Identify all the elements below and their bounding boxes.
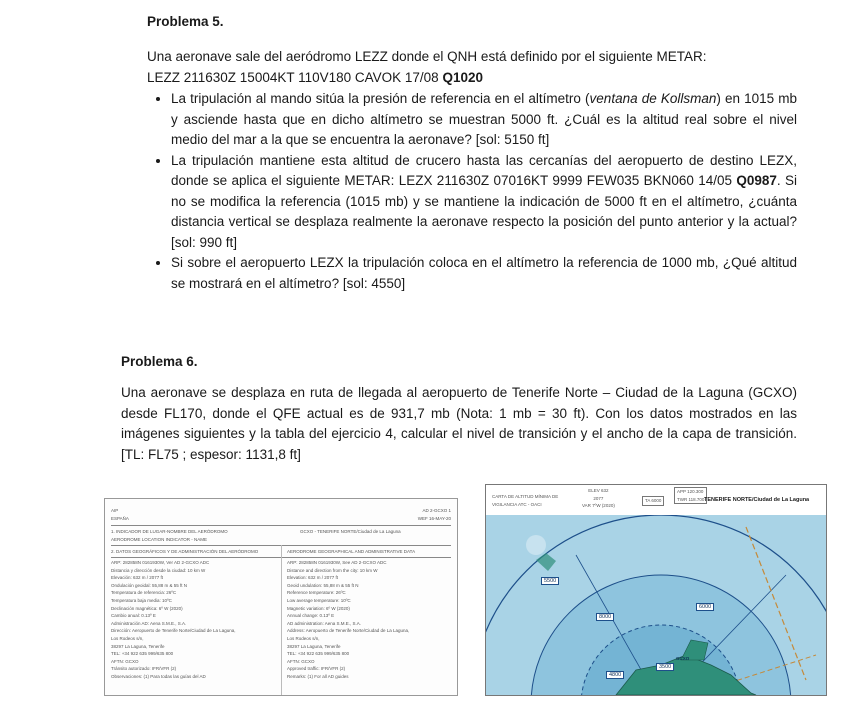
aip-section-2-es: 2. DATOS GEOGRÁFICOS Y DE ADMINISTRACIÓN DEL AERÓDROMO (111, 549, 259, 554)
aip-document-image (104, 498, 458, 696)
aip-row: Elevación: 632 m / 2077 ft (111, 575, 164, 581)
aip-row: Distancia y dirección desde la ciudad: 10 km W (111, 567, 206, 573)
aip-row: TEL: +34 922 635 999/635 800 (111, 651, 174, 657)
chart-zone-label: GCXO (676, 656, 690, 661)
chart-header-mid: ELEV 632 2077 VAR 7ºW (2020) (582, 488, 615, 509)
metar-text: LEZZ 211630Z 15004KT 110V180 CAVOK 17/08 (147, 69, 443, 85)
aip-row: 38297 La Laguna, Tenerife (111, 643, 165, 649)
chart-freq-box: APP 120.300 TWR 118.700 (674, 487, 707, 504)
aip-row: Dirección: Aeropuerto de Tenerife Norte/Ciudad de La Laguna, (111, 628, 236, 634)
aip-row: Annual change: 0.13º E (287, 613, 335, 619)
aip-row: Temperatura de referencia: 26ºC (111, 590, 177, 596)
aip-row: AD administration: Aena S.M.E., S.A. (287, 620, 362, 626)
metar-qnh: Q1020 (442, 69, 483, 85)
bullet-item: • Si sobre el aeropuerto LEZX la tripulación coloca en el altímetro la referencia de 1000 mb, ¿Qué altitud se mostrará en el altímetro? [sol: 4550] (171, 253, 797, 294)
aip-row: AFTN: GCXO (111, 658, 139, 664)
altitude-box: 5500 (541, 577, 559, 585)
aip-row: TEL: +34 922 635 999/635 800 (287, 651, 350, 657)
aip-row: Magnetic variation: 6º W (2020) (287, 605, 350, 611)
problem-6-title: Problema 6. (121, 354, 198, 369)
chart-header (486, 485, 826, 516)
msa-chart-image (485, 484, 827, 696)
altitude-box: 8000 (596, 613, 614, 621)
aip-row: Tránsito autorizado: IFR/VFR (2) (111, 666, 177, 672)
problem-5-bullets (147, 89, 797, 294)
chart-header-left: CARTA DE ALTITUD MÍNIMA DE VIGILANCIA ATC - OACI (492, 494, 559, 507)
aip-row: Distance and direction from the city: 10 km W (287, 567, 378, 573)
aip-row: Administración AD: Aena S.M.E., S.A. (111, 620, 187, 626)
problem-5-intro: Una aeronave sale del aeródromo LEZZ donde el QNH está definido por el siguiente METAR: (147, 49, 707, 64)
chart-ta-box: TA 6000 (642, 496, 664, 506)
aip-row: Address: Aeropuerto de Tenerife Norte/Ciudad de La Laguna, (287, 628, 410, 634)
aip-top-left: AIP ESPAÑA (111, 508, 129, 521)
aip-row: Low average temperature: 10ºC (287, 597, 351, 603)
aip-section-1: 1. INDICADOR DE LUGAR-NOMBRE DEL AERÓDROMO AERODROME LOCATION INDICATOR - NAME (111, 529, 228, 542)
aip-row: Observaciones: (1) Para todas las guías del AD (111, 673, 206, 679)
aip-row: Remarks: (1) For all AD guides (287, 673, 349, 679)
problem-6-block (121, 352, 797, 479)
aip-row: Reference temperature: 26ºC (287, 590, 346, 596)
aip-rows-es (111, 559, 236, 681)
aip-row: Approved traffic: IFR/VFR (2) (287, 666, 346, 672)
aip-row: Temperatura baja media: 10ºC (111, 597, 172, 603)
aip-row: ARP: 282858N 0161930W, See AD 2-GCXO ADC (287, 560, 387, 565)
aip-row: AFTN: GCXO (287, 658, 315, 664)
aip-row: Ondulación geoidal: 55,88 m & 55 ft N (111, 582, 188, 588)
altitude-box: 6000 (696, 603, 714, 611)
aip-row: Cambio anual: 0.13º E (111, 613, 156, 619)
altitude-box: 3500 (656, 663, 674, 671)
aip-row: Elevation: 632 m / 2077 ft (287, 575, 339, 581)
aip-row: Geoid undulation: 55,88 m & 55 ft N (287, 582, 359, 588)
bullet-item: • La tripulación al mando sitúa la presión de referencia en el altímetro (ventana de Kollsman) en 1015 mb y asciende hasta que en dicho altímetro se muestran 5000 ft. ¿Cuál es la altitud real sobre el nivel medio del mar a la que se encuentra la aeronave? [sol: 5150 ft] (171, 89, 797, 151)
bullet-item: • La tripulación mantiene esta altitud de crucero hasta las cercanías del aeropuerto de destino LEZX, donde se aplica el siguiente METAR: LEZX 211630Z 07016KT 9999 FEW035 BKN060 14/05 Q0987. Si no se modifica la referencia (1015 mb) y se mantiene la indicación de 5000 ft en el altímetro, ¿cuánta distancia vertical se desplaza realmente la aeronave respecto la posición del punto anterior y la actual? [sol: 990 ft] (171, 151, 797, 254)
problem-5-title: Problema 5. (147, 14, 224, 29)
aip-row: Declinación magnética: 6º W (2020) (111, 605, 183, 611)
aip-rows-en (287, 559, 409, 681)
aip-row: Los Rodeos s/n, (111, 635, 144, 641)
aip-section-1-name: GCXO - TENERIFE NORTE/Ciudad de La Laguna (300, 529, 401, 534)
problem-5-metar (147, 68, 797, 89)
chart-title: TENERIFE NORTE/Ciudad de La Laguna (704, 497, 810, 503)
aip-row: Los Rodeos s/n, (287, 635, 320, 641)
aip-section-2-en: AERODROME GEOGRAPHICAL AND ADMINISTRATIVE DATA (287, 549, 416, 554)
aip-top-right: AD 2-GCXO 1 WEF 16-MAY-20 (417, 508, 451, 521)
aip-row: 38297 La Laguna, Tenerife (287, 643, 341, 649)
aip-row: ARP: 282858N 0161930W, Ver AD 2-GCXO ADC (111, 560, 210, 565)
altitude-box: 4800 (606, 671, 624, 679)
problem-6-text: Una aeronave se desplaza en ruta de llegada al aeropuerto de Tenerife Norte – Ciudad de la Laguna (GCXO) desde FL170, donde el QFE actual es de 931,7 mb (Nota: 1 mb = 30 ft). Con los datos mostrados en las imágenes siguientes y la tabla del ejercicio 4, calcular el nivel de transición y el ancho de la capa de transición. [TL: FL75 ; espesor: 1131,8 ft] (121, 385, 797, 462)
problem-5-block (147, 12, 797, 294)
